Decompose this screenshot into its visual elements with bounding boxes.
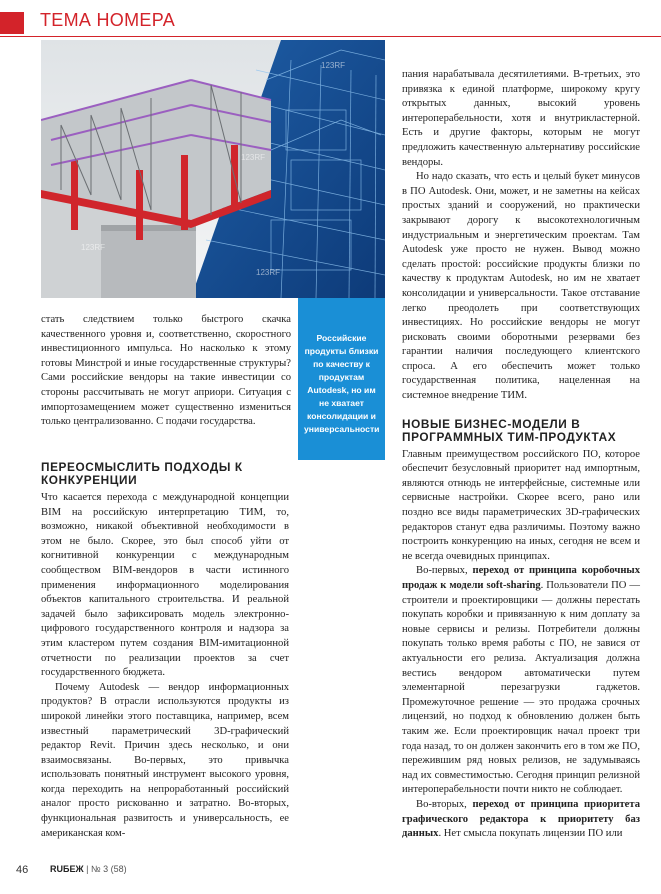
paragraph: пания нарабатывала десятилетиями. В-третьих, это привязка к единой платформе, широкому кругу открытых данных, высокий уровень интероперабельности, хотя и внутрикластерной. Есть и другие факторы, которым не могут предложить качественную альтернативу российские вендоры. bbox=[402, 69, 640, 168]
magazine-info bbox=[50, 864, 127, 874]
photo-watermark: 123RF bbox=[241, 153, 266, 162]
paragraph: Но надо сказать, что есть и целый букет минусов в ПО Autodesk. Они, может, и не заметны на кейсах простых зданий и сооружений, но практически закрывают дорогу к высокотехнологичным индустриальным и энергетическим проектам. Там Autodesk уже просто не нужен. Вывод можно сделать простой: российские продукты близки по качеству к продуктам Autodesk, но им не хватает консолидации и универсальности. Такое отставание легко преодолеть при соответствующих инвестициях. Но российские вендоры не могут рисковать своими оборотными резервами без гарантии наличия последующего клиентского спроса. А его обеспечить может только государственная политика, нацеленная на системное внедрение ТИМ. bbox=[402, 171, 640, 402]
paragraph: Почему Autodesk — вендор информационных продуктов? В отрасли используются продукты из широкой линейки этого поставщика, например, всем известный параметрический 3D-графический редактор Revit. Причин здесь несколько, и они взаимосвязаны. Во-первых, это привычка использовать понятный инструмент высокого уровня, когда переходить на непроработанный российский аналог просто рискованно и затратно. Во-вторых, функциональная развитость и универсальность, ее американская ком- bbox=[41, 681, 289, 839]
column-left-top bbox=[41, 313, 291, 430]
section-heading: ПЕРЕОСМЫСЛИТЬ ПОДХОДЫ К КОНКУРЕНЦИИ bbox=[41, 460, 243, 487]
issue-number: | № 3 (58) bbox=[83, 864, 127, 874]
section-heading: НОВЫЕ БИЗНЕС-МОДЕЛИ В ПРОГРАММНЫХ ТИМ-ПРОДУКТАХ bbox=[402, 416, 617, 444]
paragraph-lead: Во-первых, bbox=[416, 565, 473, 577]
paragraph-emphasis: переход от принципа приоритета графического редактора к приоритету баз данных bbox=[402, 798, 640, 840]
paragraph-body: . Нет смысла покупать лицензии ПО или bbox=[438, 828, 623, 840]
photo-watermark: 123RF bbox=[321, 61, 346, 70]
section-marker bbox=[0, 12, 24, 34]
article-photo bbox=[41, 40, 385, 298]
column-left bbox=[41, 461, 289, 841]
paragraph: Главным преимуществом российского ПО, которое обеспечит безусловный приоритет над импортным, являются отнюдь не интерфейсные, системные или сервисные настройки. Скорее всего, рано или поздно все виды параметрических 3D-графических редакторов станут едва различимы. Поэтому важно построить конкуренцию на иных, сегодня не всем и не всегда очевидных принципах. bbox=[402, 448, 640, 562]
paragraph-body: . Пользователи ПО — строители и проектировщики — должны перестать покупать коробки и привязанную к ним доплату за новые сервисы и релизы. Потребители должны покупать только время работы с ПО, не завися от актуальности его релиза. Актуализация должна вестись вендором автоматически путем элементарной перезагрузки гаджетов. Промежуточное решение — это продажа срочных лицензий, но подход к обновлению должен быть таким же. Если проектировщик начал проект три года назад, то он должен закончить его в том же ПО, пережившим ряд новых релизов, не задумываясь над их совместимостью. Сегодня принцип релизной интероперабельности почти никто не соблюдает. bbox=[402, 580, 640, 796]
paragraph-emphasis: переход от принципа коробочных продаж к модели soft-sharing bbox=[402, 565, 640, 591]
magazine-name: RUБЕЖ bbox=[50, 864, 84, 874]
paragraph: Что касается перехода с международной концепции BIM на российскую интерпретацию ТИМ, то, возможно, никакой объективной необходимости в этом не было. Скорее, это был способ уйти от когнитивной конкуренции с международным сообществом BIM-вендоров в части истинного применения информационного моделирования объектов капитального строительства. И реальной задачей было зафиксировать модель электронно-цифрового государственного контроля и надзора за этим кластером путем создания BIM-имитационной отчетности по реализации проектов за счет государственного бюджета. bbox=[41, 492, 289, 679]
paragraph: стать следствием только быстрого скачка качественного уровня и, соответственно, скоростного инвестиционного импульса. Но насколько к этому готовы Минстрой и иные государственные структуры? Сами российские вендоры на такие инвестиции со стороны рассчитывать не могут априори. Ситуация с импортозамещением может существенно измениться только централизованно. С подачи государства. bbox=[41, 314, 291, 428]
section-title: ТЕМА НОМЕРА bbox=[40, 10, 176, 30]
page-number: 46 bbox=[16, 864, 29, 876]
photo-watermark: 123RF bbox=[81, 243, 106, 252]
pull-quote: Российские продукты близки по качеству к продуктам Autodesk, но им не хватает консолидации и универсальности bbox=[298, 298, 385, 460]
paragraph bbox=[402, 798, 640, 842]
column-right bbox=[402, 68, 640, 842]
paragraph-lead: Во-вторых, bbox=[416, 798, 473, 810]
photo-watermark: 123RF bbox=[256, 268, 281, 277]
paragraph bbox=[402, 564, 640, 798]
header-divider bbox=[0, 36, 661, 37]
